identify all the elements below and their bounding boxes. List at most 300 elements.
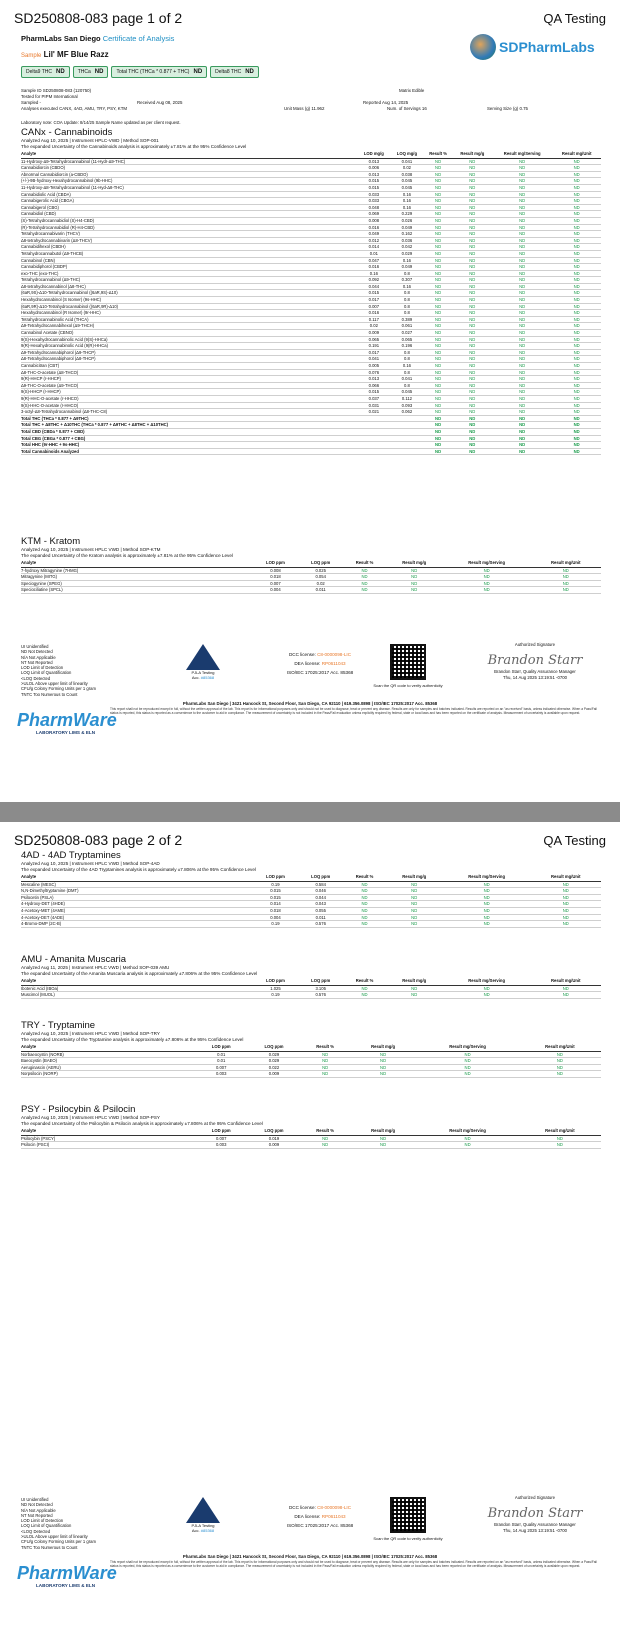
table-cell: ND	[519, 1064, 601, 1071]
table-cell: Δ8-Tetrahydrocannabiphorol (Δ8-THCP)	[21, 356, 357, 363]
table-cell: ND	[552, 171, 601, 178]
table-cell: ND	[492, 395, 552, 402]
qa-label: QA Testing	[543, 11, 606, 26]
table-cell: ND	[552, 191, 601, 198]
table-row	[21, 402, 601, 409]
table-cell: ND	[453, 264, 492, 271]
column-header: Result mg/Serving	[443, 561, 531, 567]
table-row	[21, 211, 601, 218]
table-cell: 0.01	[195, 1051, 247, 1058]
table-row	[21, 382, 601, 389]
table-cell: ND	[424, 336, 453, 343]
table-cell: Ibotenic Acid (IBOa)	[21, 985, 253, 992]
column-header: Analyte	[21, 979, 253, 985]
table-cell: Mitragynine (MITG)	[21, 574, 253, 581]
signature: Brandon Starr	[487, 1505, 583, 1521]
column-header: Analyte	[21, 152, 357, 158]
table-cell: ND	[343, 992, 385, 999]
table-cell: Psilocybin (PSCY)	[21, 1135, 195, 1142]
table-cell: ND	[343, 914, 385, 921]
column-header: Result %	[301, 1045, 350, 1051]
table-cell: ND	[350, 1142, 417, 1149]
table-cell: ND	[424, 303, 453, 310]
table-cell: ND	[424, 297, 453, 304]
table-cell: ND	[350, 1051, 417, 1058]
table-cell: 0.584	[298, 881, 344, 888]
table-cell: ND	[416, 1051, 518, 1058]
table-cell: 0.015	[357, 389, 390, 396]
table-cell: ND	[492, 191, 552, 198]
table-cell: ND	[453, 270, 492, 277]
table-cell: ND	[552, 442, 601, 449]
table-row	[21, 231, 601, 238]
table-cell: 0.16	[390, 283, 423, 290]
table-cell: ND	[530, 901, 601, 908]
table-row	[21, 184, 601, 191]
table-cell: 11-Hydroxy-Δ9-Tetrahydrocannabinol (11-Hydr-Δ9-THC)	[21, 158, 357, 165]
table-cell: 0.009	[247, 1071, 300, 1078]
table-cell: 0.008	[253, 567, 298, 574]
table-cell	[390, 435, 423, 442]
pjla-badge: PJLA Testing Acc. #85368	[183, 1497, 223, 1533]
table-cell: 0.025	[298, 567, 344, 574]
sample-id: Sample ID SD250808-083 (120750)	[21, 88, 92, 93]
analyses: Analyses executed CANX, 4AD, AMU, TRY, PSY, KTM	[21, 106, 128, 111]
table-row	[21, 1051, 601, 1058]
table-cell: Cannabidiolic Acid (CBDA)	[21, 191, 357, 198]
table-cell: ND	[453, 303, 492, 310]
table-cell: ND	[386, 587, 443, 594]
table-cell: Δ9-Tetrahydrocannabiphorol (Δ9-THCP)	[21, 349, 357, 356]
table-cell: ND	[424, 250, 453, 257]
table-cell: ND	[424, 369, 453, 376]
table-cell: 0.16	[390, 204, 423, 211]
table-cell: ND	[443, 587, 531, 594]
column-header: LOD ppm	[253, 875, 298, 881]
table-cell: ND	[350, 1071, 417, 1078]
table-cell: 0.046	[298, 888, 344, 895]
table-cell: 0.8	[390, 382, 423, 389]
table-cell: 0.045	[390, 184, 423, 191]
table-cell: Δ8-tetrahydrocannabinol (Δ8-THC)	[21, 283, 357, 290]
table-cell: 0.013	[357, 158, 390, 165]
table-cell: ND	[343, 921, 385, 928]
table-row	[21, 1058, 601, 1065]
pharmware-logo: PharmWare	[17, 1563, 117, 1583]
table-cell: ND	[492, 211, 552, 218]
table-cell: Total CBG (CBGa * 0.877 + CBG)	[21, 435, 357, 442]
table-row	[21, 914, 601, 921]
page-footer	[0, 1489, 620, 1619]
table-cell: ND	[552, 237, 601, 244]
column-header: Result mg/g	[386, 875, 443, 881]
table-cell: 0.013	[357, 376, 390, 383]
table-row	[21, 369, 601, 376]
table-cell: ND	[453, 158, 492, 165]
table-cell: ND	[443, 894, 531, 901]
table-cell: Psilocetin (PSLA)	[21, 894, 253, 901]
signature-block: Authorized Signature Brandon Starr Brandon Starr, Quality Assurance Manager Thu, 14 Aug 2025 13:19:51 -0700	[470, 1495, 600, 1533]
table-cell: ND	[492, 250, 552, 257]
qr-code[interactable]	[390, 644, 426, 680]
table-cell: ND	[453, 217, 492, 224]
lab-address: PharmLabs San Diego | 3421 Hancock St, Second Floor, San Diego, CA 92110 | 619.356.0898 | ISO/IEC 17025:2017 Acc. 85368	[182, 1554, 438, 1559]
section-analyzed: Analyzed Aug 10, 2025 | Instrument HPLC VWD | Method SOP-4AD	[21, 861, 160, 866]
table-cell: ND	[492, 158, 552, 165]
qr-caption: Scan the QR code to verify authenticity	[373, 1536, 443, 1541]
table-cell: 0.004	[253, 914, 298, 921]
sampled: Sampled -	[21, 100, 42, 105]
abbreviation-legend: UI Unidentified ND Not Detected N/A Not Applicable NT Not Reported LOD Limit of Detection LOQ Limit of Quantification <LOQ Detected >ULOL Above upper limit of linearity CFU/g Colony Forming Units per 1 gram TNTC Too Numerous to Count	[21, 1497, 96, 1550]
table-cell: ND	[424, 171, 453, 178]
table-cell: 0.017	[357, 297, 390, 304]
table-cell: 0.033	[357, 198, 390, 205]
summary-badges	[21, 66, 259, 78]
table-cell: 11-Hydroxy-Δ8-Tetrahydrocannabinol (11-Hyd-Δ8-THC)	[21, 184, 357, 191]
qa-label: QA Testing	[543, 833, 606, 848]
table-row	[21, 204, 601, 211]
table-cell	[357, 428, 390, 435]
table-cell: 0.041	[357, 356, 390, 363]
table-cell: (S)-Tetrahydrocannabidiol (S)-H4-CBD)	[21, 217, 357, 224]
table-cell: 0.003	[195, 1071, 247, 1078]
qr-caption: Scan the QR code to verify authenticity	[373, 683, 443, 688]
table-cell: 0.015	[357, 290, 390, 297]
table-cell: ND	[424, 330, 453, 337]
table-cell: 0.047	[357, 257, 390, 264]
table-row	[21, 587, 601, 594]
table-cell: ND	[530, 881, 601, 888]
table-cell: ND	[453, 297, 492, 304]
table-cell: ND	[552, 270, 601, 277]
table-row	[21, 316, 601, 323]
table-cell: Δ8-THC-O-acetate (Δ8-THCO)	[21, 369, 357, 376]
table-cell: ND	[424, 211, 453, 218]
table-cell: ND	[552, 303, 601, 310]
table-row	[21, 270, 601, 277]
table-cell: Tetrahydrocannabinol (Δ9-THC)	[21, 277, 357, 284]
table-cell: 0.015	[253, 888, 298, 895]
table-cell: ND	[453, 442, 492, 449]
product-name: Lil' MF Blue Razz	[43, 50, 109, 59]
table-cell: 0.019	[247, 1135, 300, 1142]
table-row	[21, 363, 601, 370]
column-header: LOD ppm	[195, 1045, 247, 1051]
table-cell: ND	[492, 290, 552, 297]
table-cell: 0.19	[253, 921, 298, 928]
table-row	[21, 336, 601, 343]
table-cell: Norpsilocin (NORP)	[21, 1071, 195, 1078]
table-row	[21, 376, 601, 383]
serving-size: Serving Size (g) 0.75	[487, 106, 528, 111]
table-cell: ND	[424, 442, 453, 449]
table-cell: 0.061	[390, 323, 423, 330]
table-cell: ND	[301, 1142, 350, 1149]
column-header: Result %	[343, 979, 385, 985]
table-cell: ND	[453, 250, 492, 257]
table-cell: ND	[424, 343, 453, 350]
table-cell: ND	[424, 402, 453, 409]
table-cell: 0.055	[298, 907, 344, 914]
column-header: Result mg/Serving	[443, 875, 531, 881]
table-cell: 0.389	[390, 316, 423, 323]
table-cell: ND	[453, 191, 492, 198]
table-cell: ND	[530, 985, 601, 992]
table-cell: 9(S)-Hexahydrocannabinolic Acid (9(S)-HHCa)	[21, 336, 357, 343]
table-cell: ND	[552, 290, 601, 297]
table-cell	[390, 448, 423, 455]
section-title: AMU - Amanita Muscaria	[21, 954, 127, 965]
section-4ad	[21, 850, 601, 928]
table-row	[21, 343, 601, 350]
table-cell: ND	[453, 382, 492, 389]
table-cell: ND	[443, 888, 531, 895]
table-cell: ND	[350, 1064, 417, 1071]
table-cell	[357, 422, 390, 429]
section-analyzed: Analyzed Aug 10, 2025 | Instrument HPLC VWD | Method SOP-TRY	[21, 1031, 160, 1036]
table-cell: ND	[552, 184, 601, 191]
table-row	[21, 448, 601, 455]
table-cell	[390, 428, 423, 435]
table-cell: ND	[343, 907, 385, 914]
table-cell: ND	[552, 244, 601, 251]
table-cell: ND	[453, 415, 492, 422]
pharmware-logo: PharmWare	[17, 710, 117, 730]
table-cell: ND	[443, 580, 531, 587]
table-cell: ND	[552, 336, 601, 343]
table-cell: 0.041	[390, 158, 423, 165]
sample-meta	[21, 88, 599, 112]
column-header: Result mg/g	[350, 1045, 417, 1051]
received: Received Aug 08, 2025	[137, 100, 183, 105]
table-cell: 0.014	[357, 244, 390, 251]
table-cell: ND	[343, 881, 385, 888]
table-row	[21, 171, 601, 178]
column-header: Result mg/g	[386, 561, 443, 567]
table-cell: ND	[492, 389, 552, 396]
table-row	[21, 985, 601, 992]
table-cell: ND	[386, 881, 443, 888]
table-cell: ND	[492, 448, 552, 455]
table-row	[21, 224, 601, 231]
table-cell: 0.009	[357, 330, 390, 337]
table-cell: ND	[552, 415, 601, 422]
table-cell: 0.015	[253, 894, 298, 901]
table-row	[21, 257, 601, 264]
table-cell: ND	[424, 448, 453, 455]
table-cell: Speciogynine (SPEG)	[21, 580, 253, 587]
table-cell: 0.01	[357, 250, 390, 257]
table-row	[21, 428, 601, 435]
table-cell: (+/-)-9B-hydroxy-Hexahydrocannabinol (9b-HHC)	[21, 178, 357, 185]
table-cell: 0.8	[390, 349, 423, 356]
table-row	[21, 237, 601, 244]
table-cell: 0.8	[390, 356, 423, 363]
page-title: SD250808-083 page 2 of 2	[14, 832, 183, 848]
table-cell: ND	[424, 217, 453, 224]
column-header: Result mg/Unit	[530, 561, 601, 567]
table-cell: ND	[424, 382, 453, 389]
table-cell: 0.16	[390, 257, 423, 264]
table-row	[21, 1071, 601, 1078]
table-cell: ND	[530, 888, 601, 895]
table-cell: ND	[301, 1135, 350, 1142]
table-cell: N,N-Dimethyltryptamine (DMT)	[21, 888, 253, 895]
table-cell: ND	[519, 1142, 601, 1149]
table-cell: ND	[453, 369, 492, 376]
table-row	[21, 283, 601, 290]
table-cell: ND	[386, 888, 443, 895]
table-cell: Cannabidiorcin (CBDO)	[21, 165, 357, 172]
qr-code[interactable]	[390, 1497, 426, 1533]
table-cell: ND	[453, 184, 492, 191]
table-cell: ND	[416, 1142, 518, 1149]
table-cell	[357, 435, 390, 442]
column-header: Analyte	[21, 1129, 195, 1135]
column-header: Result mg/g	[386, 979, 443, 985]
table-cell: 0.036	[390, 237, 423, 244]
table-cell: ND	[424, 422, 453, 429]
table-cell: ND	[343, 587, 385, 594]
table-cell: Cannabinol (CBN)	[21, 257, 357, 264]
table-cell: ND	[453, 363, 492, 370]
globe-icon	[470, 34, 496, 60]
table-cell: ND	[343, 580, 385, 587]
table-cell: 0.022	[247, 1064, 300, 1071]
table-cell: (6aR,9S)-Δ10-Tetrahydrocannabinol ((6aR,9S)-Δ10)	[21, 290, 357, 297]
column-header: LOQ ppm	[247, 1129, 300, 1135]
table-cell: ND	[530, 574, 601, 581]
column-header: Result mg/Serving	[416, 1129, 518, 1135]
section-title: CANx - Cannabinoids	[21, 127, 113, 138]
table-row	[21, 277, 601, 284]
page-2	[0, 822, 620, 1629]
table-cell: 0.005	[357, 363, 390, 370]
table-cell: ND	[453, 244, 492, 251]
table-cell: 0.8	[390, 310, 423, 317]
table-cell: ND	[453, 402, 492, 409]
page-title: SD250808-083 page 1 of 2	[14, 10, 183, 26]
table-cell: 0.16	[390, 363, 423, 370]
column-header: LOQ ppm	[298, 979, 344, 985]
table-cell: ND	[343, 888, 385, 895]
table-cell: ND	[443, 921, 531, 928]
table-cell: ND	[492, 178, 552, 185]
column-header: LOD ppm	[253, 561, 298, 567]
table-cell: ND	[492, 165, 552, 172]
table-cell: 0.033	[357, 191, 390, 198]
table-cell	[357, 415, 390, 422]
disclaimer: This report shall not be reproduced except in full, without the written approval of the lab. This report is for informational purposes only and should not be used to diagnose, treat or prevent any disease. Results are only for samples and batches indicated. Results are reported on an "as received" basis, unless indicated otherwise. When a Pass/Fail status is reported, this status is reported as a convenience to the customer to aid in compliance. The measurement of uncertainty is not included in the Pass/Fail evaluation unless explicitly required by federal, state or local laws and has been reported on the certificate of analysis. Measurement of uncertainty is available upon request.	[110, 1560, 597, 1568]
table-cell: ND	[453, 349, 492, 356]
section-try	[21, 1020, 601, 1078]
coa-label: Certificate of Analysis	[102, 34, 175, 43]
table-cell: 0.015	[357, 184, 390, 191]
column-header: Result mg/g	[350, 1129, 417, 1135]
table-cell: 0.8	[390, 303, 423, 310]
column-header: Result %	[301, 1129, 350, 1135]
table-cell: ND	[453, 435, 492, 442]
table-cell: 0.004	[253, 587, 298, 594]
table-cell: ND	[492, 198, 552, 205]
table-row	[21, 191, 601, 198]
table-cell: 0.029	[390, 250, 423, 257]
table-row	[21, 907, 601, 914]
unit-mass: Unit Mass (g) 11.962	[284, 106, 325, 111]
table-cell: ND	[492, 264, 552, 271]
table-cell: ND	[552, 369, 601, 376]
table-cell: 0.045	[390, 178, 423, 185]
table-cell: Cannabicitran (CBT)	[21, 363, 357, 370]
table-cell: ND	[552, 198, 601, 205]
section-title: PSY - Psilocybin & Psilocin	[21, 1104, 136, 1115]
table-cell: ND	[492, 376, 552, 383]
table-cell: ND	[301, 1051, 350, 1058]
table-cell: Speciociliatine (SPCL)	[21, 587, 253, 594]
column-header: LOD ppm	[195, 1129, 247, 1135]
table-cell: 0.065	[357, 336, 390, 343]
table-cell: Δ8-tetrahydrocannabivarin (Δ8-THCV)	[21, 237, 357, 244]
table-row	[21, 198, 601, 205]
table-row	[21, 567, 601, 574]
table-cell: exo-THC (exo-THC)	[21, 270, 357, 277]
page-1	[0, 0, 620, 802]
table-row	[21, 894, 601, 901]
table-cell: 0.017	[357, 349, 390, 356]
table-cell: ND	[552, 297, 601, 304]
table-cell	[390, 415, 423, 422]
table-row	[21, 264, 601, 271]
table-cell: ND	[386, 580, 443, 587]
table-cell: ND	[424, 244, 453, 251]
table-cell: ND	[424, 428, 453, 435]
table-cell: ND	[492, 343, 552, 350]
table-cell: 0.076	[357, 369, 390, 376]
table-cell: 0.041	[390, 376, 423, 383]
table-cell: ND	[453, 343, 492, 350]
table-cell: 9(R)-HHC-O-acetate (r-HHCO)	[21, 395, 357, 402]
table-row	[21, 888, 601, 895]
table-cell: 0.112	[390, 395, 423, 402]
table-cell: ND	[492, 257, 552, 264]
table-cell: ND	[492, 217, 552, 224]
table-cell: ND	[492, 303, 552, 310]
column-header: Result mg/g	[453, 152, 492, 158]
column-header: Result mg/Unit	[552, 152, 601, 158]
table-cell: 0.026	[390, 217, 423, 224]
table-cell: ND	[386, 567, 443, 574]
column-header: LOQ ppm	[247, 1045, 300, 1051]
table-cell: ND	[492, 402, 552, 409]
table-cell: ND	[552, 178, 601, 185]
lab-note: Laboratory note: COA Update: 8/14/25 Sample Name updated as per client request.	[21, 120, 181, 125]
table-cell: 0.008	[357, 217, 390, 224]
section-uncertainty: The expanded Uncertainty of the Amanita Muscaria analysis is approximately ±7.806% at the 95% Confidence Level	[21, 971, 258, 976]
table-cell: 0.049	[390, 224, 423, 231]
table-cell: Hexahydrocannabinol (S Isomer) (9s-HHC)	[21, 297, 357, 304]
table-cell: ND	[519, 1058, 601, 1065]
table-cell: ND	[552, 316, 601, 323]
table-cell: ND	[453, 290, 492, 297]
table-cell: 0.307	[390, 277, 423, 284]
table-cell: 0.16	[357, 270, 390, 277]
page-header	[0, 0, 620, 26]
table-cell: ND	[343, 894, 385, 901]
table-cell: 0.042	[390, 244, 423, 251]
table-cell: ND	[453, 409, 492, 416]
table-cell: ND	[492, 204, 552, 211]
column-header: LOQ mg/g	[390, 152, 423, 158]
